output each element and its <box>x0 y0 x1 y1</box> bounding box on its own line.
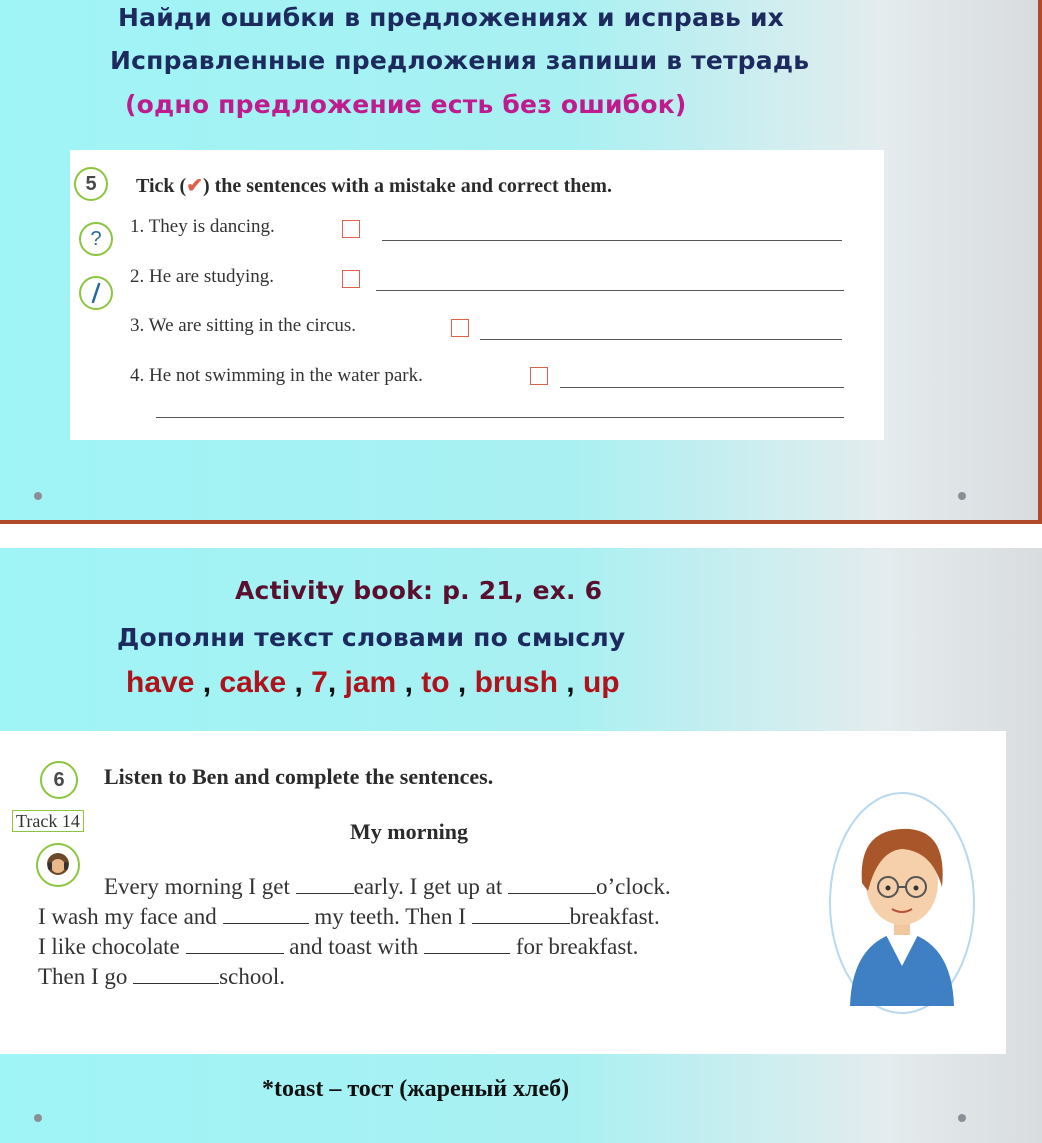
blank-6[interactable] <box>424 952 510 954</box>
text-segment: Every morning I get <box>104 874 290 899</box>
story-line-4 <box>38 964 285 990</box>
story-line-2 <box>38 904 660 930</box>
instruction-post: ) the sentences with a mistake and correct them. <box>202 175 612 197</box>
sentence-2: 2. He are studying. <box>130 266 275 287</box>
text-segment: early. I get up at <box>353 874 503 899</box>
text-segment: I wash my face and <box>38 904 217 929</box>
slide-dot-left <box>34 1114 42 1122</box>
text-segment: school. <box>219 964 285 989</box>
tick-box-2[interactable] <box>342 270 360 288</box>
answer-line-3[interactable] <box>480 339 842 340</box>
blank-3[interactable] <box>223 922 309 924</box>
exercise-6-instruction: Listen to Ben and complete the sentences. <box>104 764 494 789</box>
pencil-icon <box>79 276 113 310</box>
text-segment: and toast with <box>289 934 419 959</box>
word-7: 7 <box>311 666 328 699</box>
story-line-1 <box>104 874 671 900</box>
answer-line-extra[interactable] <box>156 417 844 418</box>
text-segment: Then I go <box>38 964 128 989</box>
tick-box-3[interactable] <box>451 319 469 337</box>
word-jam: jam <box>344 666 397 699</box>
word-up: up <box>582 666 620 699</box>
word-to: to <box>421 666 450 699</box>
instruction-pre: Tick ( <box>136 175 187 197</box>
word-have: have <box>126 666 195 699</box>
word-brush: brush <box>474 666 558 699</box>
answer-line-4[interactable] <box>560 387 844 388</box>
slide1-title-line3: (одно предложение есть без ошибок) <box>125 90 687 119</box>
answer-line-2[interactable] <box>376 290 844 291</box>
blank-1[interactable] <box>296 892 354 894</box>
exercise-number-badge: 5 <box>74 167 108 201</box>
ben-portrait <box>828 791 976 1015</box>
exercise-number-badge-6: 6 <box>40 761 78 799</box>
exercise-5-instruction <box>136 173 612 198</box>
sentence-1: 1. They is dancing. <box>130 216 275 237</box>
sentence-3: 3. We are sitting in the circus. <box>130 315 357 336</box>
slide-dot-right <box>958 492 966 500</box>
tick-icon: ✔ <box>186 175 203 197</box>
slide-2 <box>0 548 1042 1143</box>
track-label: Track 14 <box>12 810 84 832</box>
slide-separator <box>0 528 1042 548</box>
blank-7[interactable] <box>133 982 219 984</box>
word-cake: cake <box>219 666 287 699</box>
answer-line-1[interactable] <box>382 240 842 241</box>
blank-5[interactable] <box>186 952 284 954</box>
slide1-title-line2: Исправленные предложения запиши в тетрадь <box>110 46 810 75</box>
story-line-3 <box>38 934 638 960</box>
blank-2[interactable] <box>508 892 596 894</box>
slide-dot-right <box>958 1114 966 1122</box>
exercise-5-page <box>70 150 884 440</box>
tick-box-4[interactable] <box>530 367 548 385</box>
text-segment: for breakfast. <box>515 934 639 959</box>
exercise-6-page <box>0 731 1006 1054</box>
text-segment: o’clock. <box>595 874 671 899</box>
word-bank: have , cake , 7, jam , to , brush , up <box>126 666 620 699</box>
text-segment: my teeth. Then I <box>314 904 466 929</box>
question-icon: ? <box>79 222 113 256</box>
footnote-toast: *toast – тост (жареный хлеб) <box>262 1076 570 1102</box>
text-segment: breakfast. <box>569 904 660 929</box>
slide-dot-left <box>34 492 42 500</box>
listen-audio-icon[interactable] <box>36 843 80 887</box>
activity-book-reference: Activity book: p. 21, ex. 6 <box>235 576 603 605</box>
sentence-4: 4. He not swimming in the water park. <box>130 365 423 386</box>
slide1-title-line1: Найди ошибки в предложениях и исправь их <box>118 3 785 32</box>
slide2-task: Дополни текст словами по смыслу <box>117 623 626 652</box>
blank-4[interactable] <box>472 922 570 924</box>
tick-box-1[interactable] <box>342 220 360 238</box>
story-heading: My morning <box>350 819 468 844</box>
text-segment: I like chocolate <box>38 934 180 959</box>
slide-1 <box>0 0 1042 524</box>
